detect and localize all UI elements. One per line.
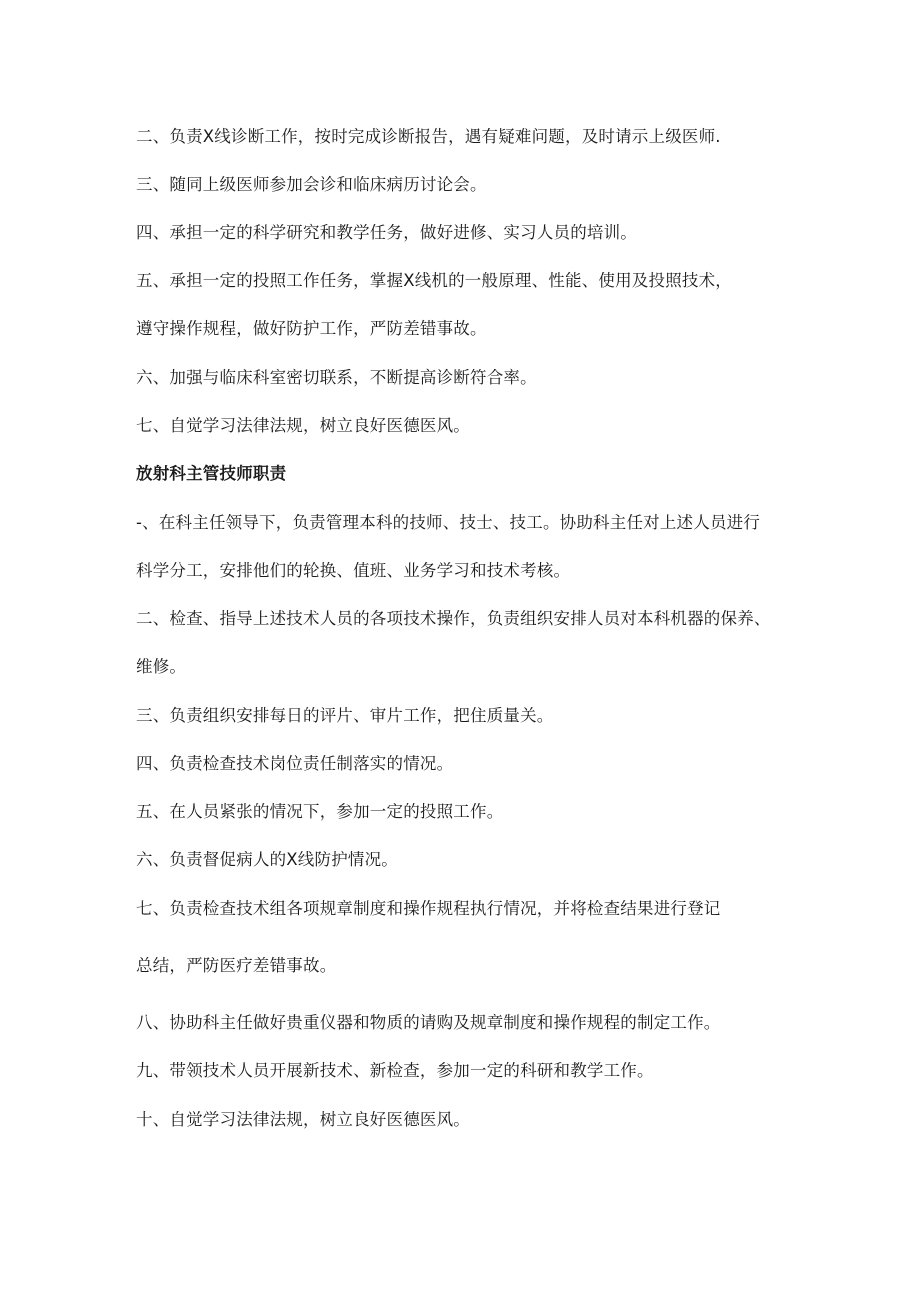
tech-duty-item-3: 三、负责组织安排每日的评片、审片工作，把住质量关。 (136, 706, 554, 725)
tech-duty-item-1: -、在科主任领导下，负责管理本科的技师、技士、技工。协助科主任对上述人员进行 (136, 513, 761, 532)
tech-duty-item-8: 八、协助科主任做好贵重仪器和物质的请购及规章制度和操作规程的制定工作。 (136, 1013, 721, 1032)
tech-duty-item-1-continued: 科学分工，安排他们的轮换、值班、业务学习和技术考核。 (136, 561, 571, 580)
duty-item-7: 七、自觉学习法律法规，树立良好医德医风。 (136, 416, 470, 435)
duty-item-4: 四、承担一定的科学研究和教学任务，做好进修、实习人员的培训。 (136, 223, 637, 242)
tech-duty-item-7-continued: 总结，严防医疗差错事故。 (136, 956, 337, 975)
tech-duty-item-10: 十、自觉学习法律法规，树立良好医德医风。 (136, 1110, 470, 1129)
duty-item-5-continued: 遵守操作规程，做好防护工作，严防差错事故。 (136, 319, 487, 338)
tech-duty-item-4: 四、负责检查技术岗位责任制落实的情况。 (136, 754, 454, 773)
tech-duty-item-6: 六、负责督促病人的X线防护情况。 (136, 850, 399, 869)
tech-duty-item-5: 五、在人员紧张的情况下，参加一定的投照工作。 (136, 802, 504, 821)
duty-item-5: 五、承担一定的投照工作任务，掌握X线机的一般原理、性能、使用及投照技术， (136, 271, 733, 290)
duty-item-2: 二、负责X线诊断工作，按时完成诊断报告，遇有疑难问题，及时请示上级医师. (136, 127, 721, 146)
duty-item-6: 六、加强与临床科室密切联系，不断提高诊断符合率。 (136, 368, 537, 387)
tech-duty-item-9: 九、带领技术人员开展新技术、新检查，参加一定的科研和教学工作。 (136, 1061, 654, 1080)
duty-item-3: 三、随同上级医师参加会诊和临床病历讨论会。 (136, 175, 487, 194)
section-heading: 放射科主管技师职责 (136, 464, 287, 483)
tech-duty-item-7: 七、负责检查技术组各项规章制度和操作规程执行情况，并将检查结果进行登记 (136, 899, 721, 918)
tech-duty-item-2-continued: 维修。 (136, 657, 187, 676)
tech-duty-item-2: 二、检查、指导上述技术人员的各项技术操作，负责组织安排人员对本科机器的保养、 (136, 609, 771, 628)
